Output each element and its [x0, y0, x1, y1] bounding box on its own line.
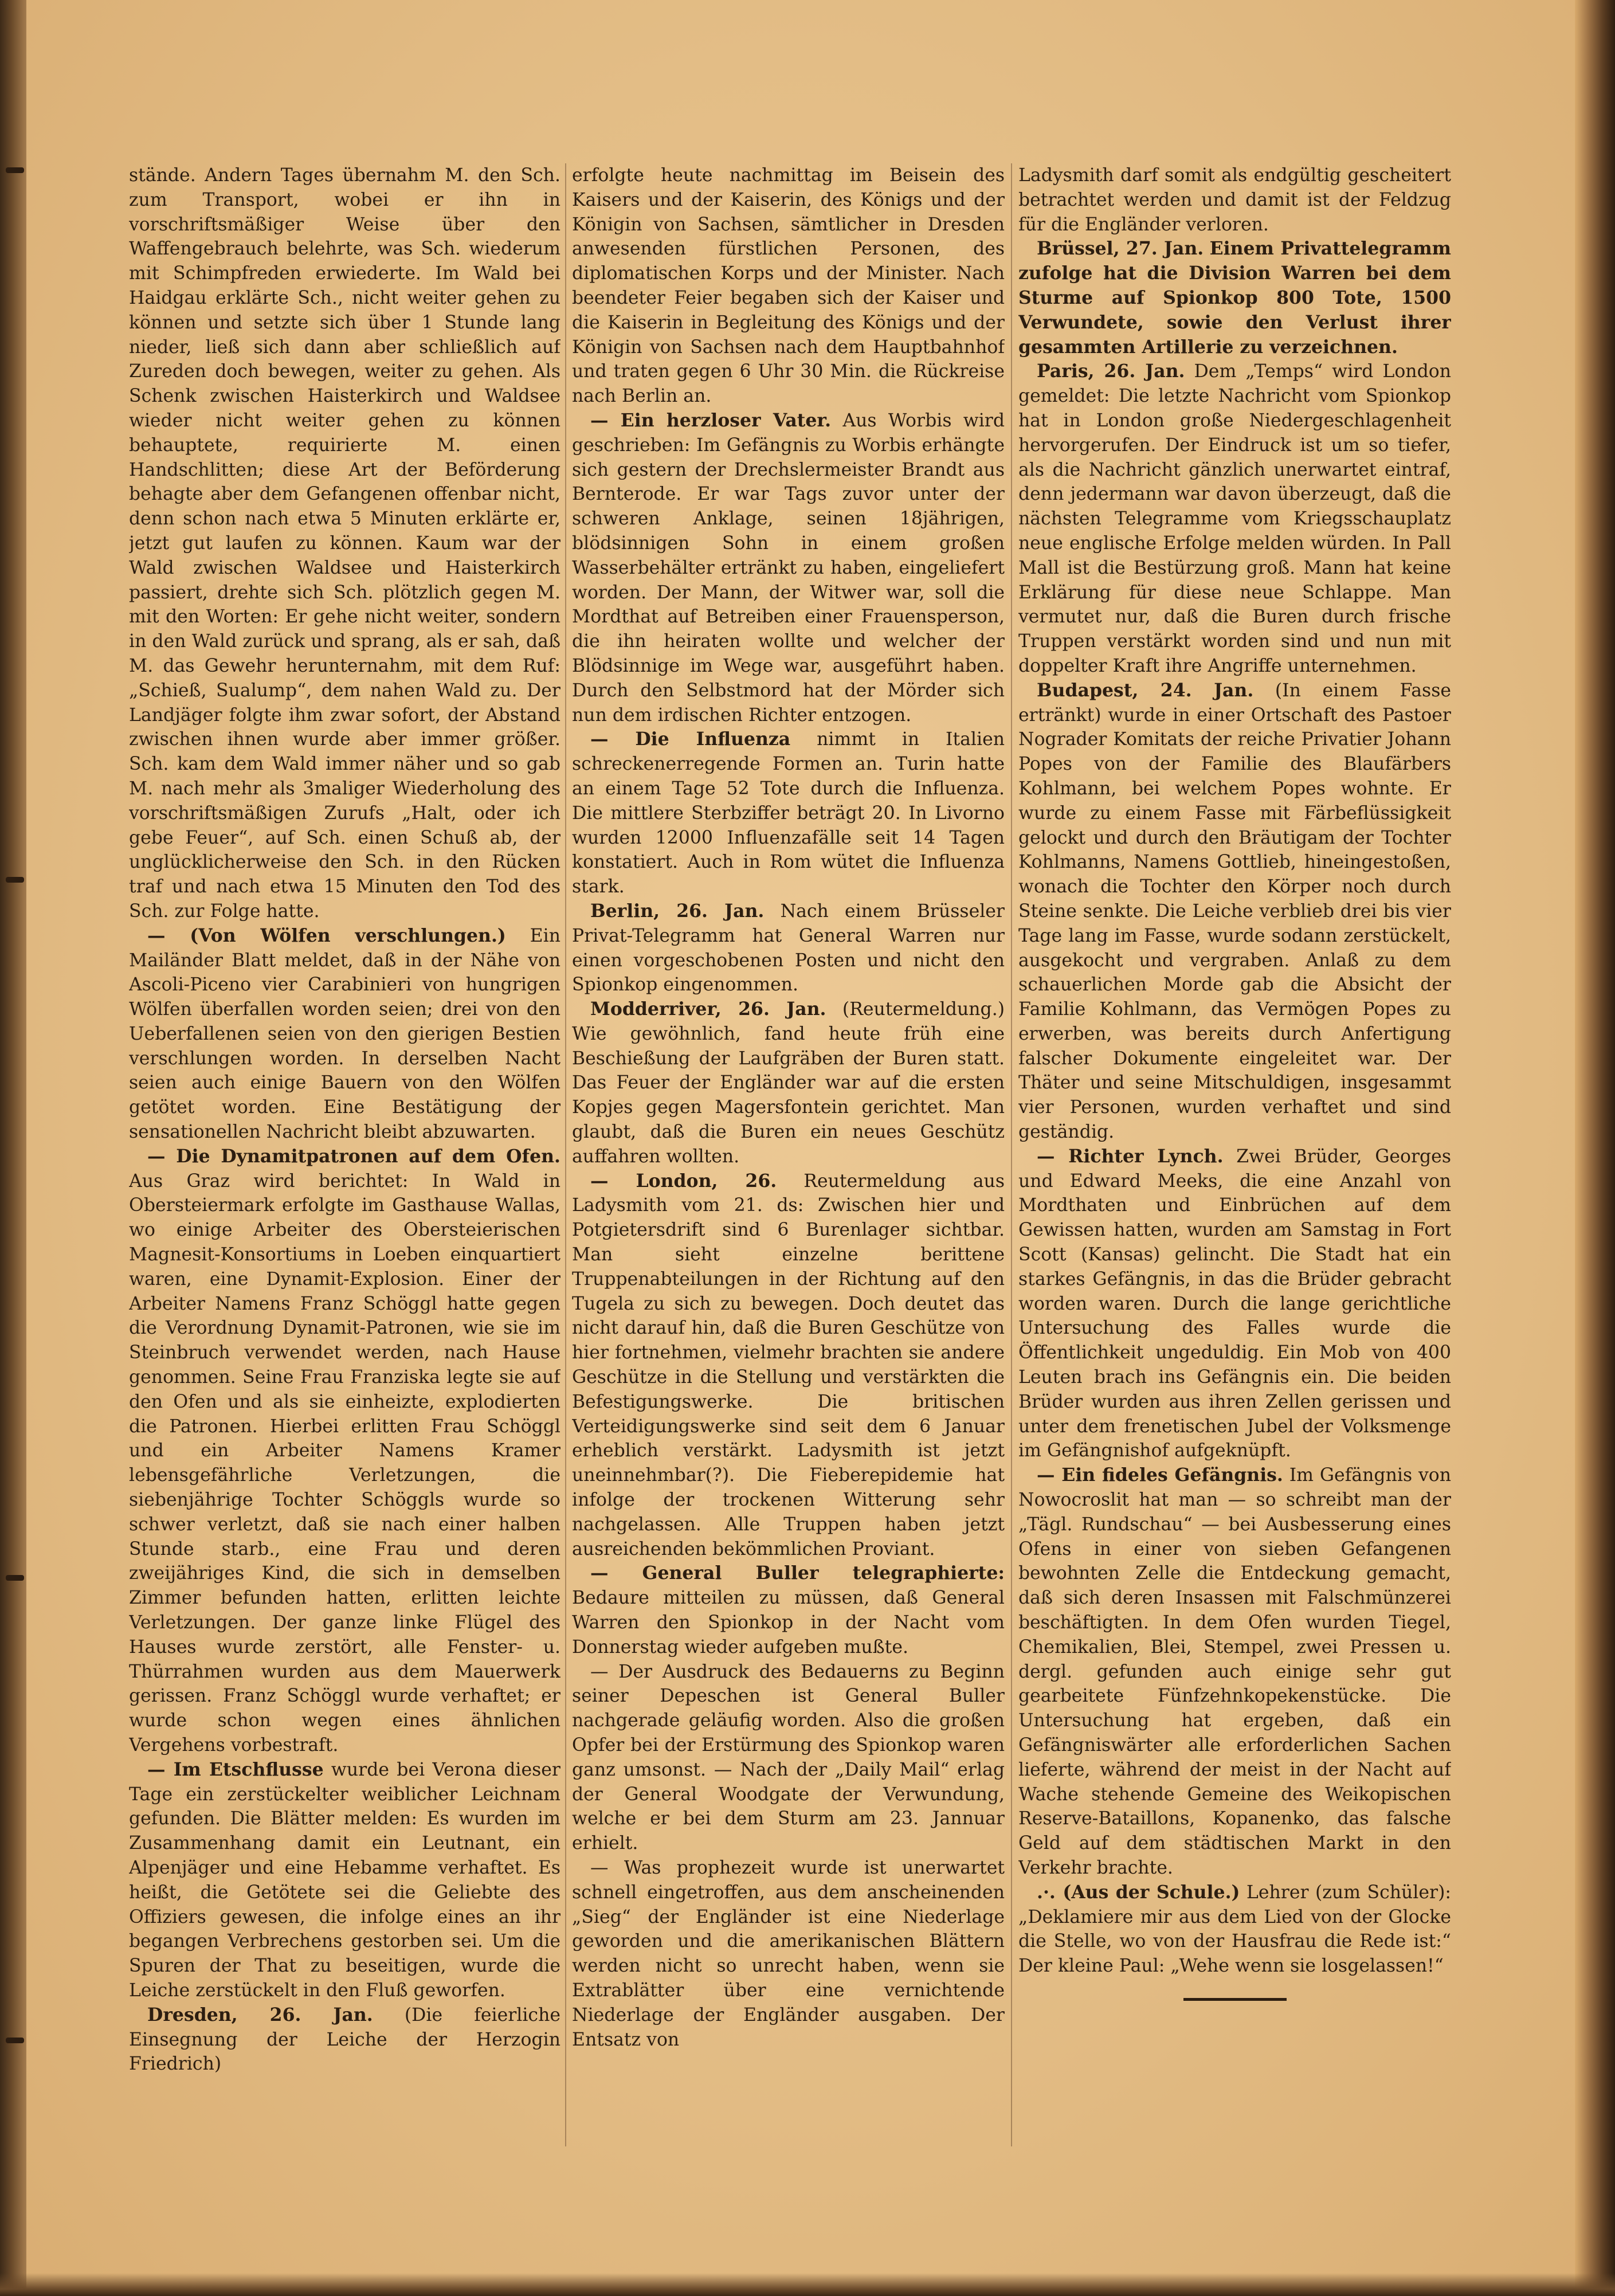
- article-paragraph: [1018, 163, 1451, 237]
- article-paragraph: [572, 1856, 1005, 2052]
- column-1: [129, 163, 560, 2158]
- staple-mark: [6, 2038, 24, 2043]
- article-paragraph: [572, 1660, 1005, 1856]
- article-text: Ein Mailänder Blatt meldet, daß in der Nähe von Ascoli-Piceno vier Carabinieri von hungrigen Wölfen überfallen worden seien; drei von den Ueberfallenen seien von den gierigen Bestien verschlungen worden. In derselben Nacht seien auch einige Bauern von den Wölfen getötet worden. Eine Bestätigung der sensationellen Nachricht bleibt abzuwarten.: [129, 925, 560, 1143]
- column-3: [1018, 163, 1451, 2158]
- article-paragraph: [1018, 1880, 1451, 1978]
- article-paragraph: [1018, 237, 1451, 359]
- article-paragraph: [572, 409, 1005, 727]
- article-text: Nach einem Brüsseler Privat-Telegramm hat General Warren nur einen vorgeschobenen Posten und nicht den Spionkop eingenommen.: [572, 900, 1005, 996]
- page-edge: [1575, 0, 1615, 2296]
- article-text: Lehrer (zum Schüler): „Deklamiere mir aus dem Lied von der Glocke die Stelle, wo von der Hausfrau die Rede ist:“ Der kleine Paul: „Wehe wenn sie losgelassen!“: [1018, 1882, 1451, 1977]
- article-heading: — Ein fideles Gefängnis.: [1037, 1464, 1283, 1486]
- article-heading: Paris, 26. Jan.: [1037, 361, 1185, 382]
- article-text: Aus Worbis wird geschrieben: Im Gefängnis zu Worbis erhängte sich gestern der Drechslermeister Brandt aus Bernterode. Er war Tags zuvor unter der schweren Anklage, seinen 18jährigen, blödsinnigen Sohn in einem großen Wasserbehälter ertränkt zu haben, eingeliefert worden. Der Mann, der Witwer war, soll die Mordthat auf Betreiben einer Frauensperson, die ihn heiraten wollte und welcher der Blödsinnige im Wege war, ausgeführt haben. Durch den Selbstmord hat der Mörder sich nun dem irdischen Richter entzogen.: [572, 410, 1005, 726]
- article-text: Bedaure mitteilen zu müssen, daß General Warren den Spionkop in der Nacht vom Donnerstag wieder aufgeben mußte.: [572, 1588, 1005, 1658]
- article-heading: — Ein herzloser Vater.: [590, 409, 832, 431]
- article-text: (Reutermeldung.) Wie gewöhnlich, fand heute früh eine Beschießung der Laufgräben der Buren statt. Das Feuer der Engländer war auf die ersten Kopjes gegen Magersfontein gerichtet. Man glaubt, daß die Buren ein neues Geschütz auffahren wollten.: [572, 999, 1005, 1167]
- article-heading: — Im Etschflusse: [147, 1758, 324, 1780]
- article-paragraph: [1018, 679, 1451, 1145]
- article-paragraph: [572, 1169, 1005, 1562]
- article-heading: Modderriver, 26. Jan.: [590, 998, 826, 1020]
- article-paragraph: [1018, 1145, 1451, 1463]
- article-text: stände. Andern Tages übernahm M. den Sch. zum Transport, wobei er ihn in vorschriftsmäßiger Weise über den Waffengebrauch belehrte, was Sch. wiederum mit Schimpfreden erwiederte. Im Wald bei Haidgau erklärte Sch., nicht weiter gehen zu können und setzte sich über 1 Stunde lang nieder, ließ sich dann aber schließlich auf Zureden doch bewegen, weiter zu gehen. Als Schenk zwischen Haisterkirch und Waldsee wieder nicht weiter gehen zu können behauptete, requirierte M. einen Handschlitten; diese Art der Beförderung behagte aber dem Gefangenen offenbar nicht, denn schon nach etwa 5 Minuten erklärte er, jetzt gut laufen zu können. Kaum war der Wald zwischen Waldsee und Haisterkirch passiert, drehte sich Sch. plötzlich gegen M. mit den Worten: Er gehe nicht weiter, sondern in den Wald zurück und sprang, als er sah, daß M. das Gewehr herunternahm, mit dem Ruf: „Schieß, Sualump“, dem nahen Wald zu. Der Landjäger folgte ihm zwar sofort, der Abstand zwischen ihnen wurde aber immer größer. Sch. kam dem Wald immer näher und so gab M. nach mehr als 3maliger Wiederholung des vorschriftsmäßigen Zurufs „Halt, oder ich gebe Feuer“, auf Sch. einen Schuß ab, der unglücklicherweise den Sch. in den Rücken traf und nach etwa 15 Minuten den Tod des Sch. zur Folge hatte.: [129, 165, 560, 922]
- article-heading: — Die Dynamitpatronen auf dem Ofen.: [147, 1145, 560, 1167]
- article-heading: Dresden, 26. Jan.: [147, 2004, 373, 2025]
- article-heading: Berlin, 26. Jan.: [590, 900, 765, 922]
- article-paragraph: [129, 163, 560, 924]
- article-heading: Brüssel, 27. Jan.: [1037, 238, 1204, 260]
- article-text: wurde bei Verona dieser Tage ein zerstückelter weiblicher Leichnam gefunden. Die Blätter melden: Es wurden im Zusammenhang damit ein Leutnant, ein Alpenjäger und eine Hebamme verhaftet. Es heißt, die Getötete sei die Geliebte des Offiziers gewesen, die infolge eines an ihr begangen Verbrechens gestorben sei. Um die Spuren der That zu beseitigen, wurde die Leiche zerstückelt in den Fluß geworfen.: [129, 1759, 560, 2001]
- article-paragraph: [572, 1561, 1005, 1659]
- article-text: (Die feierliche Einsegnung der Leiche der Herzogin Friedrich): [129, 2004, 560, 2075]
- article-paragraph: [129, 2003, 560, 2076]
- article-text: Dem „Temps“ wird London gemeldet: Die letzte Nachricht vom Spionkop hat in London große Niedergeschlagenheit hervorgerufen. Der Eindruck ist um so tiefer, als die Nachricht gänzlich unerwartet eintraf, denn jedermann war davon überzeugt, daß die nächsten Telegramme vom Kriegsschauplatz neue englische Erfolge melden würden. In Pall Mall ist die Bestürzung groß. Mann hat keine Erklärung für diese neue Schlappe. Man vermutet nur, daß die Buren durch frische Truppen verstärkt worden sind und nun mit doppelter Kraft ihre Angriffe unternehmen.: [1018, 361, 1451, 676]
- article-text: Reutermeldung aus Ladysmith vom 21. ds: Zwischen hier und Potgietersdrift sind 6 Burenlager sichtbar. Man sieht einzelne berittene Truppenabteilungen in der Richtung auf den Tugela zu sich zu bewegen. Doch deutet das nicht darauf hin, daß die Buren Geschütze von hier fortnehmen, vielmehr brachten sie andere Geschütze in die Stellung und verstärkten die Befestigungswerke. Die britischen Verteidigungswerke sind seit dem 6 Januar erheblich verstärkt. Ladysmith ist jetzt uneinnehmbar(?). Die Fieberepidemie hat infolge der trockenen Witterung sehr nachgelassen. Alle Truppen haben jetzt ausreichenden bekömmlichen Proviant.: [572, 1170, 1005, 1560]
- column-rule: [1011, 163, 1012, 2146]
- article-text: Im Gefängnis von Nowocroslit hat man — so schreibt man der „Tägl. Rundschau“ — bei Ausbesserung eines Ofens in einer von sieben Gefangenen bewohnten Zelle die Entdeckung gemacht, daß sich deren Insassen mit Falschmünzerei beschäftigten. In dem Ofen wurden Tiegel, Chemikalien, Blei, Stempel, zwei Pressen u. dergl. gefunden auch einige sehr gut gearbeitete Fünfzehnkopekenstücke. Die Untersuchung hat ergeben, daß ein Gefängniswärter alle erforderlichen Sachen lieferte, während der meist in der Nacht auf Wache stehende Gemeine des Weikopischen Reserve-Bataillons, Kopanenko, das falsche Geld auf dem städtischen Markt in den Verkehr brachte.: [1018, 1465, 1451, 1878]
- article-text: (In einem Fasse ertränkt) wurde in einer Ortschaft des Pastoer Nograder Komitats der reiche Privatier Johann Popes von der Familie des Blaufärbers Kohlmann, bei welchem Popes wohnte. Er wurde zu einem Fasse mit Färbeflüssigkeit gelockt und durch den Bräutigam der Tochter Kohlmanns, Namens Gottlieb, hineingestoßen, wonach die Tochter den Körper noch durch Steine senkte. Die Leiche verblieb drei bis vier Tage lang im Fasse, wurde sodann zerstückelt, ausgekocht und vergraben. Anlaß zu dem schauerlichen Morde gab die Absicht der Familie Kohlmann, das Vermögen Popes zu erwerben, was bereits durch Anfertigung falscher Dokumente eingeleitet war. Der Thäter und seine Mitschuldigen, insgesammt vier Personen, wurden verhaftet und sind geständig.: [1018, 680, 1451, 1143]
- column-rule: [565, 163, 566, 2146]
- article-paragraph: [129, 924, 560, 1145]
- article-paragraph: [1018, 359, 1451, 678]
- article-paragraph: [129, 1145, 560, 1758]
- article-paragraph: [129, 1758, 560, 2003]
- article-heading: — Die Influenza: [590, 728, 791, 750]
- article-text: Zwei Brüder, Georges und Edward Meeks, die eine Anzahl von Mordthaten und Einbrüchen auf dem Gewissen hatten, wurden am Samstag in Fort Scott (Kansas) gelincht. Die Stadt hat ein starkes Gefängnis, in das die Brüder gebracht worden waren. Durch die lange gerichtliche Untersuchung des Falles wurde die Öffentlichkeit ungeduldig. Ein Mob von 400 Leuten brach ins Gefängnis ein. Die beiden Brüder wurden aus ihren Zellen gerissen und unter dem frenetischen Jubel der Volksmenge im Gefängnishof aufgeknüpft.: [1018, 1146, 1451, 1462]
- staple-mark: [6, 167, 24, 173]
- article-heading: — (Von Wölfen verschlungen.): [147, 924, 506, 946]
- page-bottom-edge: [0, 2273, 1615, 2296]
- column-2: [572, 163, 1005, 2158]
- article-paragraph: [572, 997, 1005, 1169]
- binding-spine: [0, 0, 26, 2296]
- staple-mark: [6, 877, 24, 883]
- article-text: nimmt in Italien schreckenerregende Formen an. Turin hatte an einem Tage 52 Tote durch die Influenza. Die mittlere Sterbziffer beträgt 20. In Livorno wurden 12000 Influenzafälle seit 14 Tagen konstatiert. Auch in Rom wütet die Influenza stark.: [572, 729, 1005, 898]
- article-paragraph: [1018, 1463, 1451, 1880]
- staple-mark: [6, 1575, 24, 1581]
- end-rule: [1183, 1998, 1287, 2001]
- article-heading: — London, 26.: [590, 1170, 777, 1192]
- article-text: Ladysmith darf somit als endgültig gescheitert betrachtet werden und damit ist der Feldzug für die Engländer verloren.: [1018, 165, 1451, 235]
- article-heading: Budapest, 24. Jan.: [1037, 679, 1254, 701]
- article-text: Aus Graz wird berichtet: In Wald in Obersteiermark erfolgte im Gasthause Wallas, wo einige Arbeiter des Obersteierischen Magnesit-Konsortiums in Loeben einquartiert waren, eine Dynamit-Explosion. Einer der Arbeiter Namens Franz Schöggl hatte gegen die Verordnung Dynamit-Patronen, wie sie im Steinbruch verwendet werden, nach Hause genommen. Seine Frau Franziska legte sie auf den Ofen und als sie einheizte, explodierten die Patronen. Hierbei erlitten Frau Schöggl und ein Arbeiter Namens Kramer lebensgefährliche Verletzungen, die siebenjährige Tochter Schöggls wurde so schwer verletzt, daß sie nach einer halben Stunde starb., eine Frau und deren zweijähriges Kind, die sich in demselben Zimmer befunden hatten, erlitten leichte Verletzungen. Der ganze linke Flügel des Hauses wurde zerstört, alle Fenster- u. Thürrahmen wurden aus dem Mauerwerk gerissen. Franz Schöggl wurde verhaftet; er wurde schon wegen eines ähnlichen Vergehens vorbestraft.: [129, 1170, 560, 1756]
- article-heading: .·. (Aus der Schule.): [1037, 1881, 1240, 1903]
- article-paragraph: [572, 163, 1005, 409]
- article-heading: — General Buller telegraphierte:: [590, 1562, 1005, 1584]
- article-text: Einem Privattelegramm zufolge hat die Division Warren bei dem Sturme auf Spionkop 800 Tote, 1500 Verwundete, sowie den Verlust ihrer gesammten Artillerie zu verzeichnen.: [1018, 238, 1451, 358]
- article-text: erfolgte heute nachmittag im Beisein des Kaisers und der Kaiserin, des Königs und der Königin von Sachsen, sämtlicher in Dresden anwesenden fürstlichen Personen, des diplomatischen Korps und der Minister. Nach beendeter Feier begaben sich der Kaiser und die Kaiserin in Begleitung des Königs und der Königin von Sachsen nach dem Hauptbahnhof und traten gegen 6 Uhr 30 Min. die Rückreise nach Berlin an.: [572, 165, 1005, 407]
- article-paragraph: [572, 899, 1005, 997]
- article-paragraph: [572, 727, 1005, 899]
- article-text: — Der Ausdruck des Bedauerns zu Beginn seiner Depeschen ist General Buller nachgerade geläufig worden. Also die großen Opfer bei der Erstürmung des Spionkop waren ganz umsonst. — Nach der „Daily Mail“ erlag der General Woodgate der Verwundung, welche er bei dem Sturm am 23. Jannuar erhielt.: [572, 1661, 1005, 1854]
- article-text: — Was prophezeit wurde ist unerwartet schnell eingetroffen, aus dem anscheinenden „Sieg“ der Engländer ist eine Niederlage geworden und die amerikanischen Blättern werden nicht so unrecht haben, wenn sie Extrablätter über eine vernichtende Niederlage der Engländer ausgaben. Der Entsatz von: [572, 1857, 1005, 2050]
- article-heading: — Richter Lynch.: [1037, 1145, 1224, 1167]
